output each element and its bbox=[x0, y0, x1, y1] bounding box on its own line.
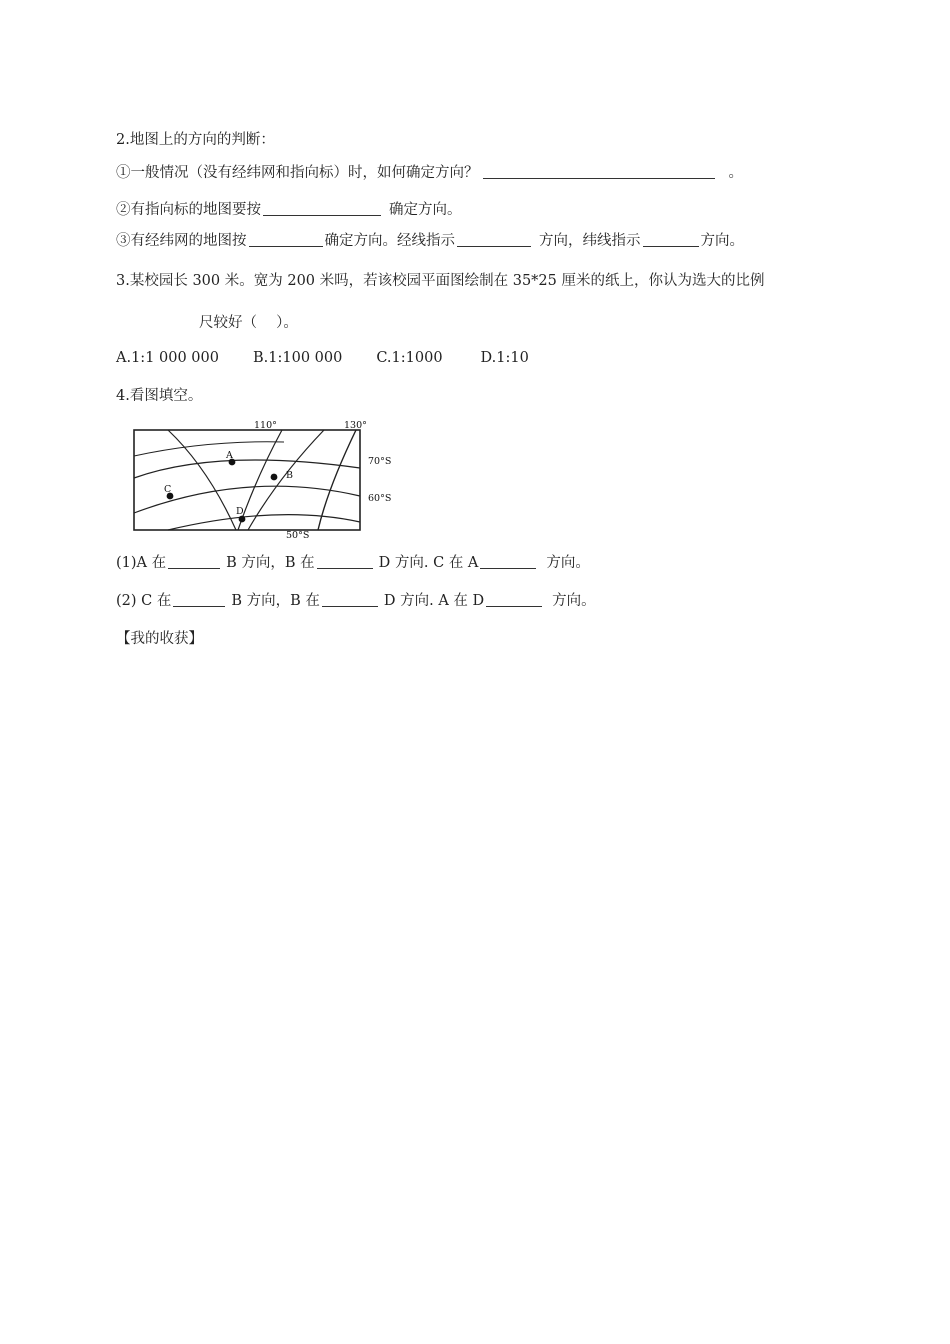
point-b-label: B bbox=[286, 470, 293, 481]
q2-item2-text-b: 确定方向。 bbox=[389, 202, 462, 218]
q4-sub2-blank-1[interactable] bbox=[173, 592, 225, 607]
graticule-map bbox=[128, 418, 408, 540]
q3-text-2: 尺较好（ ）。 bbox=[199, 315, 298, 331]
q2-item1-end: 。 bbox=[728, 165, 743, 181]
q4-sub1-text-b: B 方向，B 在 bbox=[226, 555, 315, 571]
point-b-dot bbox=[271, 474, 278, 481]
q4-sub1 bbox=[116, 553, 590, 573]
parallel-line bbox=[134, 460, 360, 478]
q4-sub1-blank-3[interactable] bbox=[480, 554, 536, 569]
point-d-label: D bbox=[236, 506, 244, 517]
q4-sub1-text-d: 方向。 bbox=[546, 555, 590, 571]
point-c-label: C bbox=[164, 484, 172, 495]
q2-item3-text-a: ③有经纬网的地图按 bbox=[116, 233, 247, 249]
parallel-line bbox=[168, 515, 360, 530]
q2-item3-blank-2[interactable] bbox=[457, 232, 531, 247]
q4-sub1-text-a: (1)A 在 bbox=[116, 555, 167, 571]
q4-sub2 bbox=[116, 591, 596, 611]
q4-sub2-text-a: (2) C 在 bbox=[116, 593, 172, 609]
harvest-heading: 【我的收获】 bbox=[116, 631, 203, 647]
q2-title: 2.地图上的方向的判断： bbox=[116, 132, 275, 148]
lat-label-70s: 70°S bbox=[368, 456, 392, 467]
q3-option-d[interactable]: D.1:10 bbox=[480, 350, 529, 366]
parallel-line bbox=[134, 442, 284, 456]
q3-options bbox=[116, 348, 529, 368]
meridian-line bbox=[318, 430, 356, 530]
q2-item3 bbox=[116, 231, 744, 251]
q2-item3-text-d: 方向。 bbox=[700, 233, 744, 249]
lat-label-50s: 50°S bbox=[286, 530, 310, 540]
q2-item2-text-a: ②有指向标的地图要按 bbox=[116, 202, 261, 218]
map-frame bbox=[134, 430, 360, 530]
q4-sub1-blank-2[interactable] bbox=[317, 554, 373, 569]
q4-title: 4.看图填空。 bbox=[116, 388, 203, 404]
q3-option-a[interactable]: A.1:1 000 000 bbox=[116, 350, 219, 366]
q4-sub2-text-c: D 方向. A 在 D bbox=[383, 593, 485, 609]
q4-sub2-blank-2[interactable] bbox=[322, 592, 378, 607]
q2-item1-text-a: ①一般情况（没有经纬网和指向标）时， bbox=[116, 165, 377, 181]
lat-label-60s: 60°S bbox=[368, 493, 392, 504]
q4-sub1-blank-1[interactable] bbox=[168, 554, 220, 569]
q2-item1-blank[interactable] bbox=[483, 164, 715, 179]
q2-item2-blank[interactable] bbox=[263, 201, 381, 216]
q4-sub1-text-c: D 方向. C 在 A bbox=[378, 555, 479, 571]
q4-sub2-text-d: 方向。 bbox=[552, 593, 596, 609]
q2-item1 bbox=[116, 163, 743, 183]
q2-item3-blank-3[interactable] bbox=[643, 232, 699, 247]
lon-label-130: 130° bbox=[344, 420, 367, 431]
q2-item2 bbox=[116, 200, 462, 220]
point-a-label: A bbox=[226, 450, 233, 461]
q2-item1-text-b: 如何确定方向？ bbox=[377, 165, 479, 181]
q3-option-b[interactable]: B.1:100 000 bbox=[253, 350, 343, 366]
lon-label-110: 110° bbox=[254, 420, 277, 431]
q2-item3-text-c: 方向，纬线指示 bbox=[539, 233, 641, 249]
q2-item3-blank-1[interactable] bbox=[249, 232, 323, 247]
q4-sub2-text-b: B 方向，B 在 bbox=[231, 593, 320, 609]
q2-item3-text-b: 确定方向。经线指示 bbox=[324, 233, 455, 249]
q3-text: 3.某校园长 300 米。宽为 200 米吗，若该校园平面图绘制在 35*25 厘米的纸上，你认为选大的比例 bbox=[116, 273, 765, 289]
q4-sub2-blank-3[interactable] bbox=[486, 592, 542, 607]
q3-option-c[interactable]: C.1:1000 bbox=[376, 350, 443, 366]
